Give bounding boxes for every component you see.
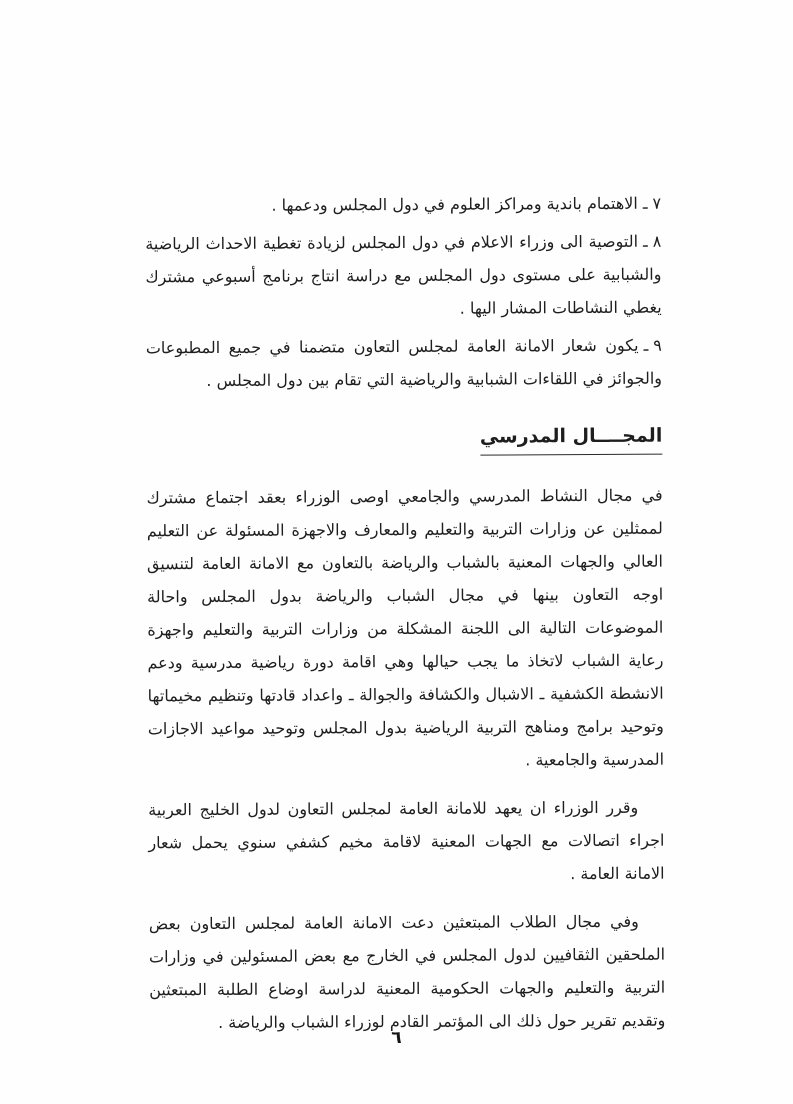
item-text: الاهتمام باندية ومراكز العلوم في دول المجلس ودعمها . bbox=[271, 193, 638, 215]
item-text: التوصية الى وزراء الاعلام في دول المجلس لزيادة تغطية الاحداث الرياضية والشبابية على مستوى دول المجلس مع دراسة انتاج برنامج أسبوعي مشترك يغطي النشاطات المشار اليها . bbox=[145, 231, 662, 318]
page-number: ٦ bbox=[391, 1028, 402, 1048]
item-text: يكون شعار الامانة العامة لمجلس التعاون متضمنا في جميع المطبوعات والجوائز في اللقاءات الشبابية والرياضية التي تقام بين دول المجلس . bbox=[145, 335, 663, 391]
item-number: ٩ bbox=[653, 335, 662, 355]
paragraph-scholarship-students: وفي مجال الطلاب المبتعثين دعت الامانة العامة لمجلس التعاون بعض الملحقين الثقافيين لدول المجلس في الخارج مع بعض المسئولين في وزارات التربية والتعليم والجهات الحكومية المعنية لدراسة اوضاع الطلبة المبتعثين وتقديم تقرير حول ذلك الى المؤتمر القادم لوزراء الشباب والرياضة . bbox=[148, 911, 666, 1032]
item-number: ٨ bbox=[652, 231, 662, 251]
numbered-item-9 bbox=[146, 329, 662, 398]
numbered-list bbox=[145, 187, 662, 398]
item-separator: ـ bbox=[643, 335, 649, 355]
item-separator: ـ bbox=[642, 193, 648, 213]
section-heading bbox=[146, 423, 662, 458]
paragraph-scout-camp: وقرر الوزراء ان يعهد للامانة العامة لمجلس التعاون لدول الخليج العربية اجراء اتصالات مع الجهات المعنية لاقامة مخيم كشفي سنوي يحمل شعار الامانة العامة . bbox=[148, 797, 665, 884]
document-content bbox=[145, 187, 666, 1055]
item-separator: ـ bbox=[642, 231, 648, 251]
numbered-item-7 bbox=[145, 187, 661, 223]
section-heading-text: المجــــال المدرسي bbox=[480, 423, 663, 456]
paragraph-school-activity: في مجال النشاط المدرسي والجامعي اوصى الوزراء بعقد اجتماع مشترك لممثلين عن وزارات التربية والتعليم والمعارف والاجهزة المسئولة عن التعليم العالي والجهات المعنية بالشباب والرياضة بالتعاون مع الامانة العامة لتنسيق اوجه التعاون بينها في مجال الشباب والرياضة بدول المجلس واحالة الموضوعات التالية الى اللجنة المشكلة من وزارات التربية والتعليم واجهزة رعاية الشباب لاتخاذ ما يجب حيالها وهي اقامة دورة رياضية مدرسية ودعم الانشطة الكشفية ـ الاشبال والكشافة والجوالة ـ واعداد قادتها وتنظيم مخيماتها وتوحيد برامج ومناهج التربية الرياضية بدول المجلس وتوحيد مواعيد الاجازات المدرسية والجامعية . bbox=[146, 485, 665, 770]
numbered-item-8 bbox=[145, 225, 662, 327]
item-number: ٧ bbox=[652, 193, 662, 213]
